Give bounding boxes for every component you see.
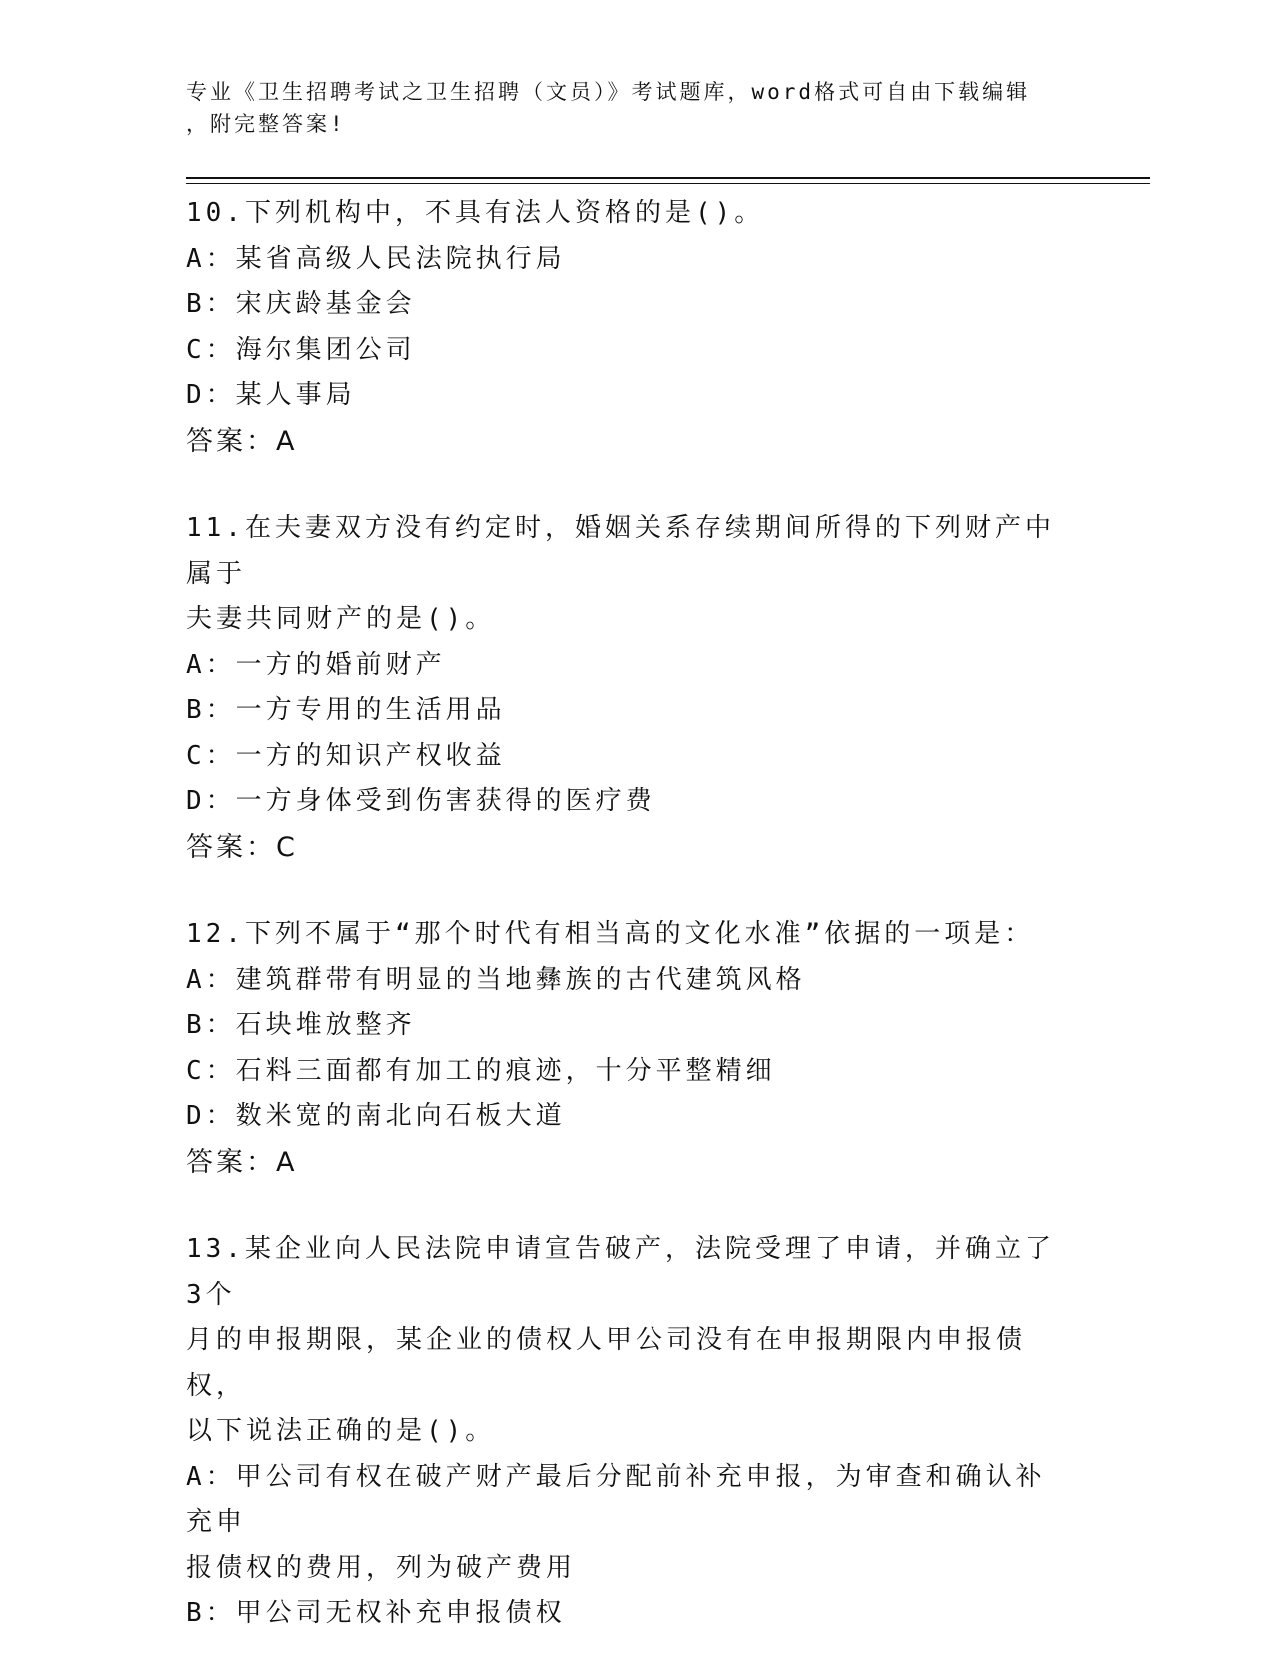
question-list bbox=[186, 191, 1066, 1679]
option-a-continued: 报债权的费用，列为破产费用 bbox=[186, 1552, 577, 1583]
question-stem-line: 12.下列不属于“那个时代有相当高的文化水准”依据的一项是： bbox=[186, 919, 1035, 949]
question-stem-line: 月的申报期限，某企业的债权人甲公司没有在申报期限内申报债权， bbox=[186, 1325, 1027, 1401]
option-a: A：一方的婚前财产 bbox=[186, 649, 446, 680]
question-12 bbox=[186, 912, 1066, 1185]
answer-label: 答案：A bbox=[186, 1146, 298, 1178]
question-10 bbox=[186, 191, 1066, 464]
answer-label: 答案：A bbox=[186, 425, 298, 457]
option-b: B：石块堆放整齐 bbox=[186, 1010, 416, 1040]
question-stem-line: 10.下列机构中，不具有法人资格的是()。 bbox=[186, 198, 765, 228]
option-b: B：一方专用的生活用品 bbox=[186, 695, 506, 725]
option-a: A：建筑群带有明显的当地彝族的古代建筑风格 bbox=[186, 964, 806, 995]
header-title-line-2: ，附完整答案! bbox=[186, 112, 346, 136]
option-d: D：一方身体受到伤害获得的医疗费 bbox=[186, 786, 656, 816]
option-b: B：宋庆龄基金会 bbox=[186, 289, 416, 319]
header-divider bbox=[186, 177, 1150, 184]
option-d: D：数米宽的南北向石板大道 bbox=[186, 1101, 566, 1131]
option-c: C：一方的知识产权收益 bbox=[186, 740, 506, 771]
option-a: A：甲公司有权在破产财产最后分配前补充申报，为审查和确认补充申 bbox=[186, 1461, 1046, 1537]
question-stem-line: 以下说法正确的是()。 bbox=[186, 1416, 496, 1446]
question-stem-line: 11.在夫妻双方没有约定时，婚姻关系存续期间所得的下列财产中属于 bbox=[186, 513, 1055, 589]
answer-label: 答案：C bbox=[186, 831, 298, 863]
option-c: C：石料三面都有加工的痕迹，十分平整精细 bbox=[186, 1055, 776, 1086]
question-stem-line: 13.某企业向人民法院申请宣告破产，法院受理了申请，并确立了3个 bbox=[186, 1234, 1055, 1310]
option-b: B：甲公司无权补充申报债权 bbox=[186, 1598, 566, 1628]
question-11 bbox=[186, 506, 1066, 870]
header-title-line-1: 专业《卫生招聘考试之卫生招聘（文员）》考试题库，word格式可自由下载编辑 bbox=[186, 80, 1031, 104]
document-header bbox=[186, 76, 1066, 140]
option-c: C：海尔集团公司 bbox=[186, 334, 416, 365]
question-13 bbox=[186, 1227, 1066, 1637]
option-a: A：某省高级人民法院执行局 bbox=[186, 243, 566, 274]
option-d: D：某人事局 bbox=[186, 380, 356, 410]
question-stem-line: 夫妻共同财产的是()。 bbox=[186, 604, 496, 634]
